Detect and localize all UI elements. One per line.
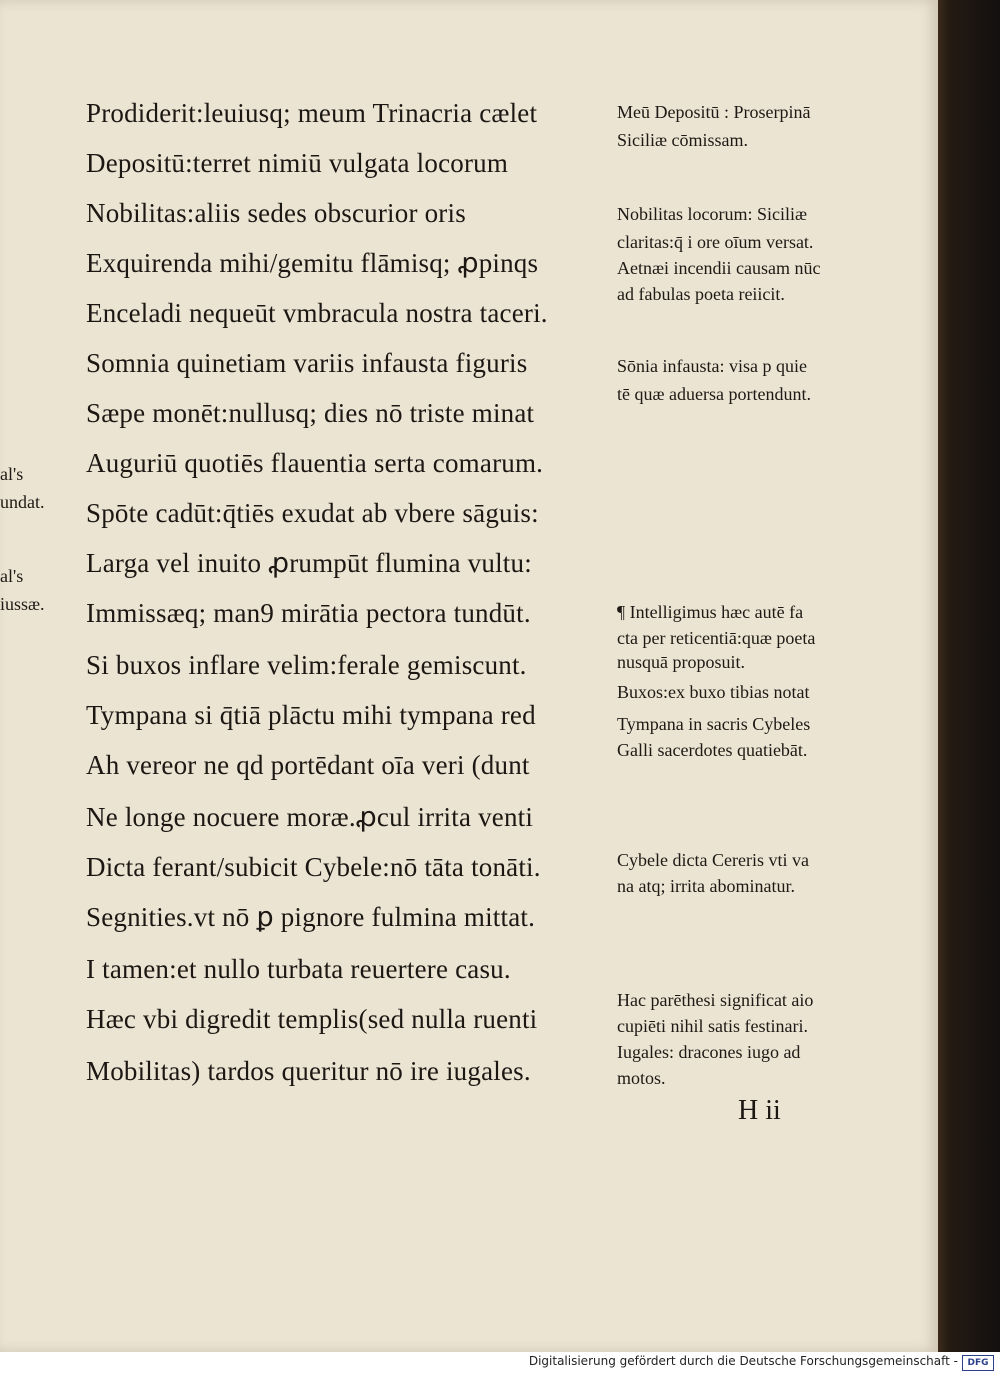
- footer-credit: Digitalisierung gefördert durch die Deutsche Forschungsgemeinschaft -: [528, 1354, 958, 1368]
- verse-line: Si buxos inflare velim:ferale gemiscunt.: [86, 650, 527, 680]
- page-edge-shadow: [938, 0, 1000, 1352]
- gloss-line: Aetnæi incendii causam nūc: [617, 258, 821, 278]
- verse-line: Exquirenda mihi/gemitu flāmisq; ꝓpinqs: [86, 248, 539, 278]
- verse-line: I tamen:et nullo turbata reuertere casu.: [86, 954, 511, 984]
- verse-line: Depositū:terret nimiū vulgata locorum: [86, 148, 509, 178]
- verse-line: Enceladi nequeūt vmbracula nostra taceri.: [86, 298, 548, 328]
- verse-line: Tympana si q̄tiā plāctu mihi tympana red: [86, 700, 536, 730]
- gloss-line: ad fabulas poeta reiicit.: [617, 284, 785, 304]
- gloss-line: ¶ Intelligimus hæc autē fa: [617, 602, 804, 622]
- gloss-line: Hac parēthesi significat aio: [617, 990, 814, 1010]
- gloss-line: Galli sacerdotes quatiebāt.: [617, 740, 808, 760]
- folio-signature: H ii: [738, 1095, 781, 1126]
- margin-note: iussæ.: [0, 594, 45, 614]
- verse-line: Segnities.vt nō ꝑ pignore fulmina mittat.: [86, 902, 536, 932]
- verse-line: Dicta ferant/subicit Cybele:nō tāta tonāti.: [86, 852, 541, 882]
- verse-line: Auguriū quotiēs flauentia serta comarum.: [86, 448, 544, 478]
- margin-note: undat.: [0, 492, 45, 512]
- verse-line: Immissæq; man9 mirātia pectora tundūt.: [86, 598, 531, 628]
- gloss-line: motos.: [617, 1068, 666, 1088]
- margin-note: al's: [0, 566, 24, 586]
- gloss-line: Cybele dicta Cereris vti va: [617, 850, 809, 870]
- gloss-line: claritas:q̄ i ore oīum versat.: [617, 232, 814, 252]
- verse-line: Prodiderit:leuiusq; meum Trinacria cælet: [86, 98, 538, 128]
- margin-note: al's: [0, 464, 24, 484]
- verse-line: Spōte cadūt:q̄tiēs exudat ab vbere sāguis:: [86, 498, 539, 528]
- gloss-line: Tympana in sacris Cybeles: [617, 714, 811, 734]
- verse-line: Hæc vbi digredit templis(sed nulla ruenti: [86, 1004, 538, 1034]
- gloss-line: nusquā proposuit.: [617, 652, 745, 672]
- gloss-line: Siciliæ cōmissam.: [617, 130, 749, 150]
- gloss-line: na atq; irrita abominatur.: [617, 876, 795, 896]
- verse-line: Ne longe nocuere moræ.ꝓcul irrita venti: [86, 802, 534, 832]
- verse-line: Mobilitas) tardos queritur nō ire iugales.: [86, 1056, 531, 1086]
- dfg-logo: DFG: [962, 1355, 994, 1371]
- gloss-line: Nobilitas locorum: Siciliæ: [617, 204, 807, 224]
- verse-line: Larga vel inuito ꝓrumpūt flumina vultu:: [86, 548, 532, 578]
- verse-line: Sæpe monēt:nullusq; dies nō triste minat: [86, 398, 535, 428]
- verse-line: Somnia quinetiam variis infausta figuris: [86, 348, 528, 378]
- gloss-line: Meū Depositū : Proserpinā: [617, 102, 811, 122]
- gloss-line: cta per reticentiā:quæ poeta: [617, 628, 816, 648]
- gloss-line: tē quæ aduersa portendunt.: [617, 384, 811, 404]
- gloss-line: cupiēti nihil satis festinari.: [617, 1016, 808, 1036]
- verse-line: Nobilitas:aliis sedes obscurior oris: [86, 198, 466, 228]
- footer-bar: [0, 1352, 1000, 1373]
- gloss-line: Buxos:ex buxo tibias notat: [617, 682, 810, 702]
- gloss-line: Sōnia infausta: visa p quie: [617, 356, 807, 376]
- verse-line: Ah vereor ne qd portēdant oīa veri (dunt: [86, 750, 530, 780]
- gloss-line: Iugales: dracones iugo ad: [617, 1042, 801, 1062]
